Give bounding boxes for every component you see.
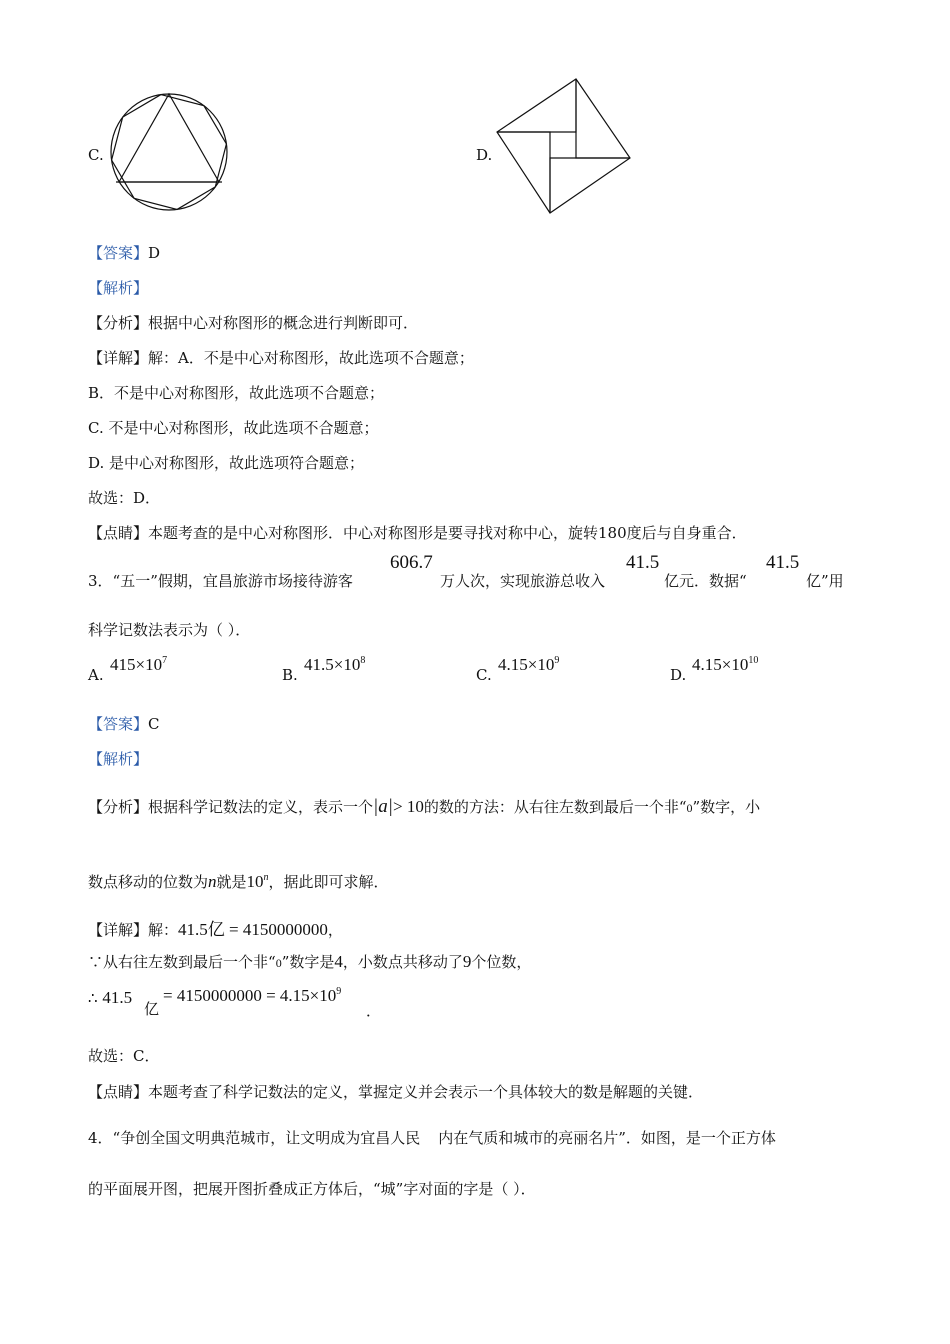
q3-detail-3b: = $4150000000 = 4.15\times 10^9$ xyxy=(163,986,342,1005)
q3-fenxi-abs: |a| xyxy=(373,796,393,817)
q2-fenxi: 根据中心对称图形的概念进行判断即可． xyxy=(148,314,419,332)
q3-fenxi-line2-2: 就是 xyxy=(216,873,247,891)
q3-part1: 3．“五一”假期，宜昌旅游市场接待游客 xyxy=(88,572,353,590)
q2-analysis-tag: 【解析】 xyxy=(88,279,149,297)
c-triangle xyxy=(119,94,219,182)
d-outer-square xyxy=(497,79,630,213)
q2-answer-line xyxy=(88,242,160,263)
q2-fenxi-line xyxy=(88,312,418,333)
q3-fenxi-2: 的数的方法：从右往左数到最后一个非“ xyxy=(423,798,687,816)
q3-fenxi-line2 xyxy=(88,871,389,892)
q2-detail-c: C. 不是中心对称图形，故此选项不合题意； xyxy=(88,419,379,437)
q2-option-d-figure xyxy=(494,76,634,216)
q4-stem-line1 xyxy=(88,1127,776,1148)
q3-detail-2zero: 0 xyxy=(275,956,282,970)
q3-fenxi-1: 根据科学记数法的定义，表示一个 xyxy=(148,798,374,816)
q3-detail-line3 xyxy=(88,988,132,1008)
c-octagon xyxy=(108,88,234,216)
q3-detail-2four: 4 xyxy=(334,952,343,971)
q3-detail-2d: 个位数， xyxy=(471,953,532,971)
q3-fenxi-line2-1: 数点移动的位数为 xyxy=(88,873,209,891)
q3-detail-2b: ”数字是 xyxy=(281,953,335,971)
because-symbol: ∵ xyxy=(88,953,104,971)
q2-option-c-figure xyxy=(108,88,234,216)
q4-line1-a: 4．“争创全国文明典范城市，让文明成为宜昌人民 xyxy=(88,1129,421,1147)
q3-comment-line xyxy=(88,1081,703,1102)
q3-visitors: 606.7 xyxy=(390,552,433,573)
q2-comment: 本题考查的是中心对称图形．中心对称图形是要寻找对称中心，旋转180度后与自身重合． xyxy=(148,524,747,542)
q2-detail-a: 解：A．不是中心对称图形，故此选项不合题意； xyxy=(148,349,474,367)
q3-part2: 万人次，实现旅游总收入 xyxy=(440,572,606,590)
q3-detail-2a: 从右往左数到最后一个非“ xyxy=(103,953,276,971)
q3-detail-1a: 解： xyxy=(148,921,179,939)
q2-comment-line xyxy=(88,522,747,543)
q2-choose: 故选：D． xyxy=(88,489,161,507)
q2-detail-line xyxy=(88,347,474,368)
q3-opt-b: $41.5\times 10^8$ xyxy=(304,655,366,674)
therefore-symbol: ∴ xyxy=(88,989,98,1007)
q2-comment-tag: 【点睛】 xyxy=(88,524,149,542)
q3-fenxi-ten: 10$^n$ xyxy=(246,872,269,891)
q3-opt-a-label: A. xyxy=(88,666,104,684)
q3-opt-d: $4.15\times 10^{10}$ xyxy=(692,655,759,674)
q3-answer: C xyxy=(148,715,160,733)
q3-detail-tag: 【详解】 xyxy=(88,921,149,939)
q3-detail-1b: 41.5亿 = 4150000000 xyxy=(178,920,328,939)
q3-opt-d-label: D. xyxy=(670,666,687,684)
c-outer-circle xyxy=(111,94,227,210)
q2-detail-d: D. 是中心对称图形，故此选项符合题意； xyxy=(88,454,365,472)
q3-opt-c-label: C. xyxy=(476,666,492,684)
q3-part3: 亿元．数据“ xyxy=(664,572,747,590)
q3-opt-b-label: B. xyxy=(282,666,298,684)
q2-detail-tag: 【详解】 xyxy=(88,349,149,367)
q3-detail-line1 xyxy=(88,915,343,940)
q3-answer-tag: 【答案】 xyxy=(88,715,149,733)
q3-detail-3end: ． xyxy=(366,1002,382,1020)
q3-stem-line1 xyxy=(88,570,353,591)
q3-fenxi-n: n xyxy=(208,872,217,891)
q2-fenxi-tag: 【分析】 xyxy=(88,314,149,332)
q3-choose: 故选：C． xyxy=(88,1047,160,1065)
q3-fenxi-tag: 【分析】 xyxy=(88,798,149,816)
q3-comment: 本题考查了科学记数法的定义，掌握定义并会表示一个具体较大的数是解题的关键． xyxy=(148,1083,704,1101)
q3-fenxi-line1 xyxy=(88,796,760,818)
q3-analysis-tag: 【解析】 xyxy=(88,750,149,768)
q3-data-value: 41.5 xyxy=(766,552,800,573)
q3-fenxi-line2-3: ，据此即可求解． xyxy=(268,873,389,891)
q2-option-d-label: D. xyxy=(476,146,493,164)
q3-detail-2nine: 9 xyxy=(462,952,472,971)
q3-detail-3a: 41.5 xyxy=(102,988,133,1007)
q3-opt-c: $4.15\times 10^9$ xyxy=(498,655,560,674)
q4-line1-b: 内在气质和城市的亮丽名片”．如图，是一个正方体 xyxy=(438,1129,776,1147)
q3-fenxi-3: ”数字，小 xyxy=(692,798,761,816)
q3-fenxi-zero: 0 xyxy=(686,801,693,815)
q2-detail-b: B．不是中心对称图形，故此选项不合题意； xyxy=(88,384,385,402)
q3-fenxi-gt: > 10 xyxy=(392,797,424,816)
q3-comment-tag: 【点睛】 xyxy=(88,1083,149,1101)
q2-answer: D xyxy=(148,244,161,262)
q3-stem-line2: 科学记数法表示为（ ）． xyxy=(88,621,251,639)
q3-detail-line2 xyxy=(88,951,531,972)
q3-part4: 亿”用 xyxy=(806,572,844,590)
q3-opt-a: $415\times 10^7$ xyxy=(110,655,168,674)
q3-detail-3yi: 亿 xyxy=(144,1000,160,1018)
q3-revenue: 41.5 xyxy=(626,552,660,573)
q4-stem-line2: 的平面展开图，把展开图折叠成正方体后，“城”字对面的字是（ ）． xyxy=(88,1180,536,1198)
q3-detail-2c: ，小数点共移动了 xyxy=(342,953,463,971)
q2-answer-tag: 【答案】 xyxy=(88,244,149,262)
q3-answer-line xyxy=(88,713,160,734)
q2-option-c-label: C. xyxy=(88,146,104,164)
q3-detail-1c: ， xyxy=(327,921,343,939)
